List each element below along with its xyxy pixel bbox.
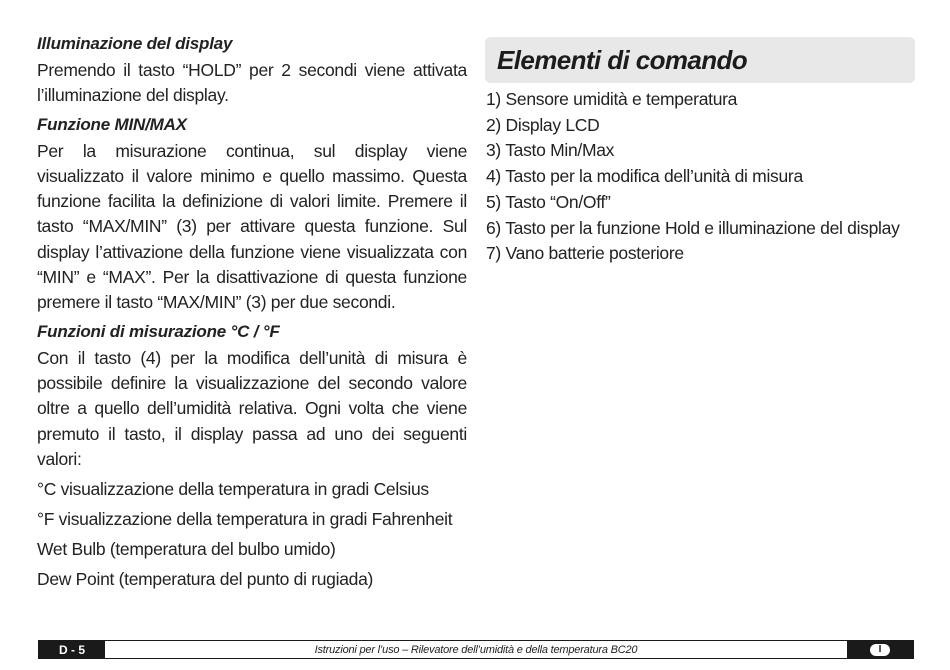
value-wet-bulb: Wet Bulb (temperatura del bulbo umido) [37,539,336,560]
list-item: 7) Vano batterie posteriore [486,243,684,264]
list-item: 2) Display LCD [486,114,600,135]
list-item: 5) Tasto “On/Off” [486,191,611,212]
list-item: 3) Tasto Min/Max [486,140,615,161]
controls-list [485,87,925,267]
section-header-box [485,37,915,83]
paragraph-display-illumination: Premendo il tasto “HOLD” per 2 secondi viene attivata l’illuminazione del display. [37,60,467,106]
heading-measurement-units: Funzioni di misurazione °C / °F [37,321,280,341]
left-column [37,30,467,594]
page-number: D - 5 [39,641,105,658]
section-title: Elementi di comando [497,44,748,75]
heading-display-illumination: Illuminazione del display [37,34,233,53]
value-celsius: °C visualizzazione della temperatura in gradi Celsius [37,479,429,500]
list-item: 6) Tasto per la funzione Hold e illuminazione del display [486,217,900,238]
footer-title: Istruzioni per l’uso – Rilevatore dell’umidità e della temperatura BC20 [314,643,638,656]
value-dew-point: Dew Point (temperatura del punto di rugiada) [37,569,374,590]
list-item: 1) Sensore umidità e temperatura [486,89,738,109]
value-fahrenheit: °F visualizzazione della temperatura in gradi Fahrenheit [37,509,453,530]
heading-min-max: Funzione MIN/MAX [37,114,187,134]
paragraph-measurement-units: Con il tasto (4) per la modifica dell’unità di misura è possibile definire la visualizzazione del secondo valore oltre a quello dell’umidità relativa. Ogni volta che viene premuto il tasto, il display passa ad uno dei seguenti valori: [37,347,467,469]
paragraph-min-max: Per la misurazione continua, sul display viene visualizzato il valore minimo e quello massimo. Questa funzione facilita la definizione di valori limite. Premere il tasto “MAX/MIN” (3) per attivare questa funzione. Sul display l’attivazione della funzione viene visualizzata con “MIN” e “MAX”. Per la disattivazione di questa funzione premere il tasto “MAX/MIN” (3) per due secondi. [37,140,467,313]
language-badge: I [870,644,890,656]
right-column [485,37,925,267]
language-tab [847,641,913,658]
page-footer [38,640,914,659]
list-item: 4) Tasto per la modifica dell’unità di misura [486,166,803,187]
